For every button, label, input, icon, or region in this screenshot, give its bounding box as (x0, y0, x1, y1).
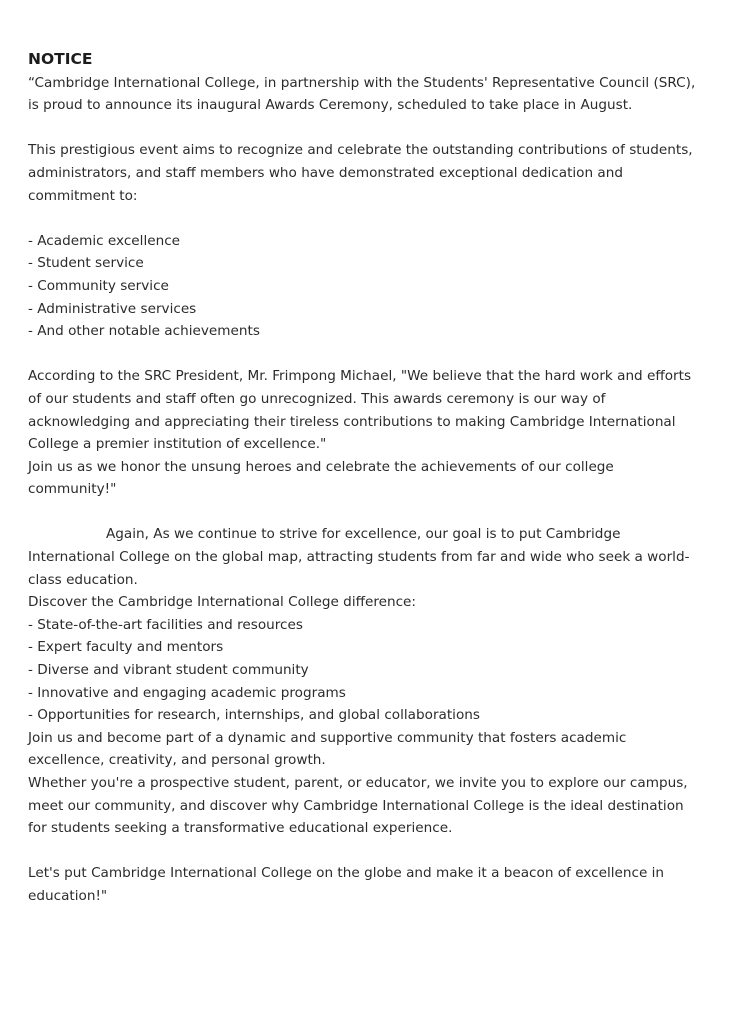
purpose-paragraph: This prestigious event aims to recognize and celebrate the outstanding contributions of students, administrators, and staff members who have demonstrated exceptional dedication and commitment to: (28, 142, 693, 204)
paragraph-gap (28, 117, 704, 140)
differences-list (28, 614, 704, 727)
notice-document (28, 48, 704, 908)
explore-paragraph: Whether you're a prospective student, parent, or educator, we invite you to explore our campus, meet our community, and discover why Cambridge International College is the ideal destination for students seeking a transformative educational experience. (28, 775, 688, 837)
paragraph-gap (28, 840, 704, 863)
list-item: - Innovative and engaging academic programs (28, 684, 346, 701)
list-item: - Opportunities for research, internships, and global collaborations (28, 707, 480, 724)
list-item: - Academic excellence (28, 232, 181, 249)
paragraph-gap (28, 207, 704, 230)
notice-title: NOTICE (28, 50, 93, 68)
award-categories-list (28, 230, 704, 343)
list-item: - And other notable achievements (28, 323, 260, 340)
community-paragraph: Join us and become part of a dynamic and supportive community that fosters academic excellence, creativity, and personal growth. (28, 729, 627, 769)
join-invite: Join us as we honor the unsung heroes and celebrate the achievements of our college community!" (28, 458, 614, 498)
list-item: - Expert faculty and mentors (28, 639, 224, 656)
list-item: - Community service (28, 277, 169, 294)
president-quote: According to the SRC President, Mr. Frimpong Michael, "We believe that the hard work and efforts of our students and staff often go unrecognized. This awards ceremony is our way of acknowledging and appreciating their tireless contributions to making Cambridge International College a premier institution of excellence." (28, 368, 692, 453)
list-item: - Diverse and vibrant student community (28, 662, 309, 679)
difference-heading: Discover the Cambridge International College difference: (28, 594, 417, 611)
intro-paragraph: “Cambridge International College, in partnership with the Students' Representative Council (SRC), is proud to announce its inaugural Awards Ceremony, scheduled to take place in August. (28, 74, 696, 114)
closing-paragraph: Let's put Cambridge International College on the globe and make it a beacon of excellence in education!" (28, 865, 665, 904)
paragraph-gap (28, 501, 704, 524)
list-item: - Student service (28, 255, 144, 272)
list-item: - State-of-the-art facilities and resources (28, 616, 303, 633)
list-item: - Administrative services (28, 300, 197, 317)
paragraph-gap (28, 343, 704, 366)
goal-paragraph: Again, As we continue to strive for excellence, our goal is to put Cambridge International College on the global map, attracting students from far and wide who seek a world-class education. (28, 526, 690, 588)
